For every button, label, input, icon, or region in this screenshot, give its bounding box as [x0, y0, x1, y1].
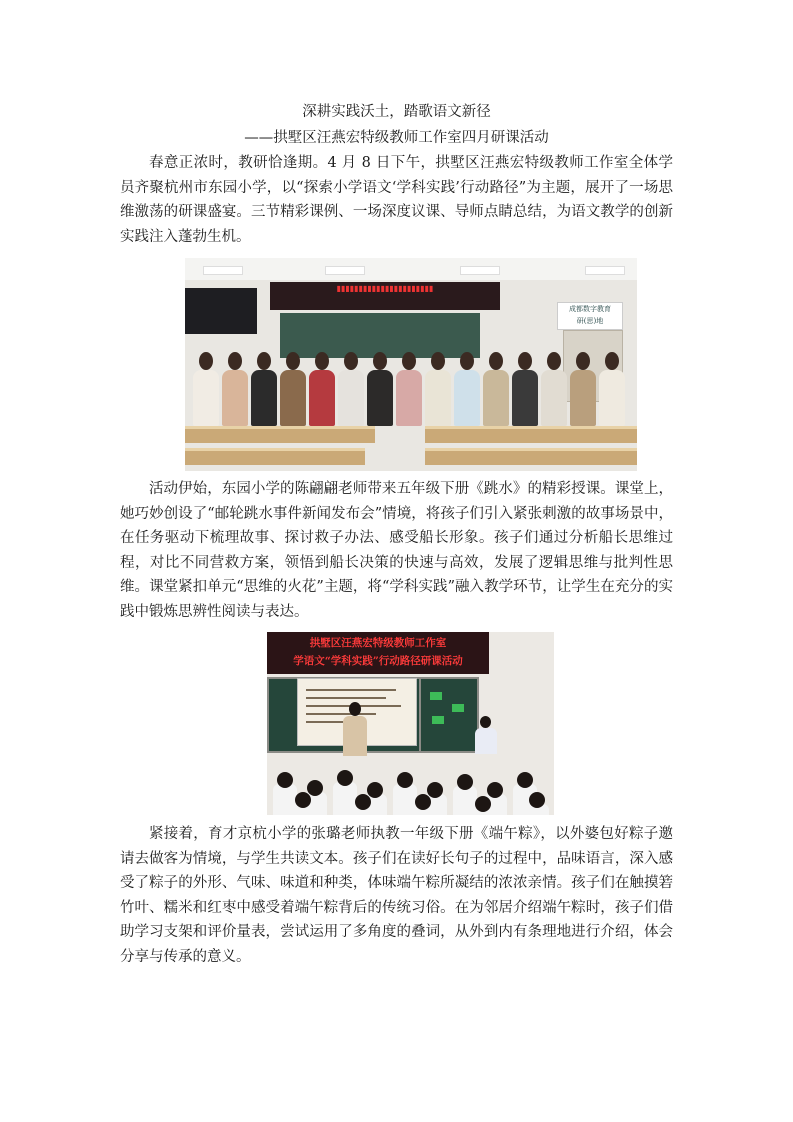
student-head	[415, 794, 431, 810]
person-figure	[251, 370, 277, 426]
student-head	[277, 772, 293, 788]
person-head	[344, 352, 358, 370]
person-figure	[193, 370, 219, 426]
person-figure	[396, 370, 422, 426]
person-head	[576, 352, 590, 370]
person-figure	[280, 370, 306, 426]
student-head	[355, 794, 371, 810]
person-figure	[425, 370, 451, 426]
student-head	[397, 772, 413, 788]
person-head	[518, 352, 532, 370]
student-head	[475, 796, 491, 812]
person-head	[257, 352, 271, 370]
student-head	[337, 770, 353, 786]
person-head	[431, 352, 445, 370]
led-banner: ▮▮▮▮▮▮▮▮▮▮▮▮▮▮▮▮▮▮▮▮▮▮	[270, 282, 500, 310]
person-head	[402, 352, 416, 370]
person-head	[315, 352, 329, 370]
wall-tv	[185, 288, 257, 334]
person-head	[460, 352, 474, 370]
student-head	[529, 792, 545, 808]
paragraph-2: 活动伊始，东园小学的陈翩翩老师带来五年级下册《跳水》的精彩授课。课堂上，她巧妙创设了“邮轮跳水事件新闻发布会”情境，将孩子们引入紧张刺激的故事场景中，在任务驱动下梳理故事、探讨救子办法、感受船长形象。孩子们通过分析船长思维过程，对比不同营救方案，领悟到船长决策的快速与高效，发展了逻辑思维与批判性思维。课堂紧扣单元“思维的火花”主题，将“学科实践”融入教学环节，让学生在充分的实践中锻炼思辨性阅读与表达。	[120, 481, 673, 620]
person-head	[199, 352, 213, 370]
person-figure	[599, 370, 625, 426]
person-figure	[483, 370, 509, 426]
article-subtitle: ——拱墅区汪燕宏特级教师工作室四月研课活动	[244, 130, 549, 146]
person-head	[373, 352, 387, 370]
person-head	[489, 352, 503, 370]
paragraph-3: 紧接着，育才京杭小学的张璐老师执教一年级下册《端午粽》，以外婆包好粽子邀请去做客为情境，与学生共读文本。孩子们在读好长句子的过程中，品味语言，深入感受了粽子的外形、气味、味道和种类，体味端午粽所凝结的浓浓亲情。孩子们在触摸箬竹叶、糯米和红枣中感受着端午粽背后的传统习俗。在为邻居介绍端午粽时，孩子们借助学习支架和评价量表，尝试运用了多角度的叠词，从外到内有条理地进行介绍，体会分享与传承的意义。	[120, 826, 673, 965]
student-head	[295, 792, 311, 808]
person-figure	[541, 370, 567, 426]
student-head	[367, 782, 383, 798]
person-head	[605, 352, 619, 370]
person-figure	[338, 370, 364, 426]
wall-sign: 成都数字教育 研(思)地	[557, 302, 623, 330]
person-figure	[454, 370, 480, 426]
student-head	[427, 782, 443, 798]
student-head	[517, 772, 533, 788]
article-title: 深耕实践沃土，踏歌语文新径	[302, 104, 491, 120]
classroom-photo	[267, 632, 554, 815]
person-head	[228, 352, 242, 370]
person-figure	[222, 370, 248, 426]
person-head	[286, 352, 300, 370]
student-head	[487, 782, 503, 798]
person-figure	[309, 370, 335, 426]
red-banner: 拱墅区汪燕宏特级教师工作室 学语文“学科实践”行动路径研课活动	[267, 632, 489, 674]
person-figure	[570, 370, 596, 426]
person-head	[547, 352, 561, 370]
person-figure	[367, 370, 393, 426]
student-head	[457, 774, 473, 790]
person-figure	[512, 370, 538, 426]
paragraph-1: 春意正浓时，教研恰逢期。4 月 8 日下午，拱墅区汪燕宏特级教师工作室全体学员齐聚杭州市东园小学，以“探索小学语文‘学科实践’行动路径”为主题，展开了一场思维激荡的研课盛宴。三节精彩课例、一场深度议课、导师点睛总结，为语文教学的创新实践注入蓬勃生机。	[120, 155, 673, 245]
group-photo	[185, 258, 637, 471]
student-head	[307, 780, 323, 796]
